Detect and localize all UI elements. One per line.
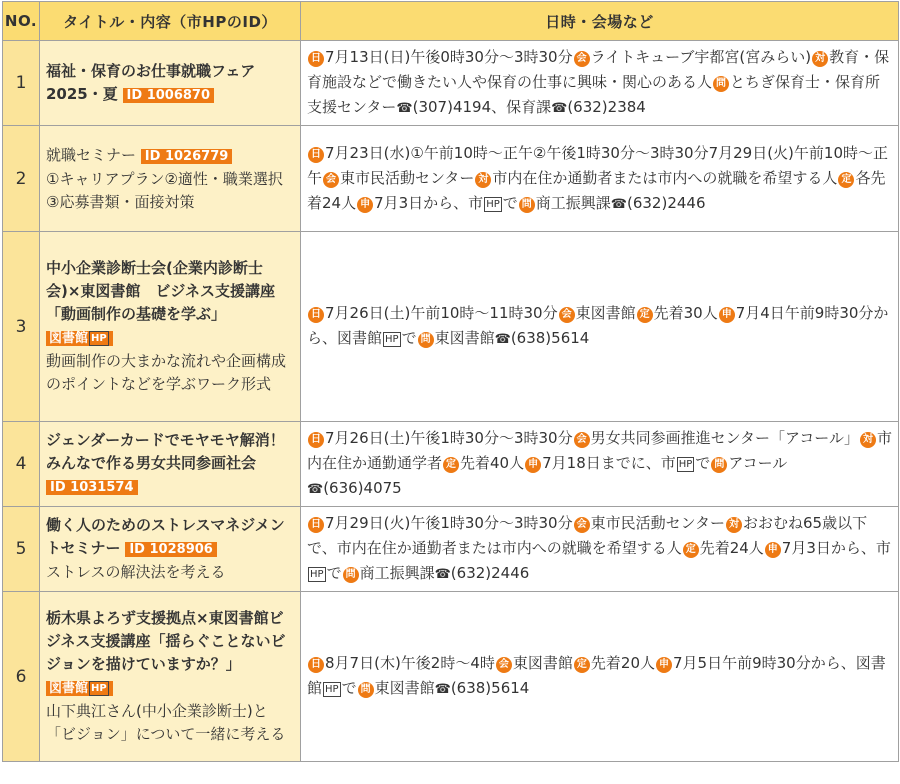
row-title-cell: [40, 126, 301, 232]
event-inquiry: アコール: [728, 454, 788, 472]
phone-icon: ☎: [551, 101, 568, 116]
row-detail-cell: 日 8月7日(木)午後2時～4時 会 東図書館 定 先着20人 申 7月5日午前9時30分から、図書館 HP で 問 東図書館☎(638)5614: [301, 592, 899, 762]
event-title: 就職セミナー: [46, 145, 137, 164]
event-capacity: 先着24人: [699, 539, 764, 557]
event-venue: 東市民活動センター: [340, 168, 475, 187]
event-venue: 東市民活動センター: [590, 514, 726, 532]
id-badge: ID 1006870: [123, 88, 215, 103]
date-icon: 日: [308, 147, 324, 163]
event-date: 7月29日(火)午後1時30分～3時30分: [325, 514, 573, 532]
hp-icon: HP: [91, 333, 107, 344]
header-detail: 日時・会場など: [301, 2, 899, 41]
date-icon: 日: [308, 432, 324, 448]
library-badge: 図書館 HP: [46, 331, 113, 346]
hp-icon: HP: [678, 459, 693, 470]
event-description: ①キャリアプラン②適性・職業選択③応募書類・面接対策: [46, 169, 283, 211]
event-title: ジェンダーカードでモヤモヤ解消！みんなで作る男女共同参画社会: [46, 431, 285, 472]
hp-icon: HP: [310, 569, 324, 580]
inquiry-icon: 問: [358, 682, 374, 698]
event-venue: 東図書館: [575, 304, 636, 322]
event-capacity: 各先着24人: [307, 168, 886, 212]
event-tel: (307)4194、保育課: [412, 98, 552, 116]
event-inquiry: 商工振興課: [535, 193, 611, 212]
venue-icon: 会: [496, 657, 512, 673]
event-target: 市内在住か通勤通学者: [307, 429, 892, 472]
date-icon: 日: [308, 657, 324, 673]
inquiry-icon: 問: [519, 197, 535, 213]
row-title-cell: [40, 232, 301, 422]
event-date: 8月7日(木)午後2時～4時: [325, 654, 495, 672]
event-target: おおむね65歳以下で、市内在住か通勤者または市内への就職を希望する人: [307, 514, 868, 557]
row-title-cell: [40, 507, 301, 592]
row-detail-cell: 日 7月26日(土)午前10時～11時30分 会 東図書館 定 先着30人 申 7月4日午前9時30分から、図書館 HP で 問 東図書館☎(638)5614: [301, 232, 899, 422]
event-tel: (636)4075: [323, 479, 402, 497]
row-number: 4: [3, 422, 40, 507]
table-row: [3, 41, 899, 126]
row-number: 1: [3, 41, 40, 126]
event-apply: 7月18日までに、市: [542, 454, 676, 472]
id-badge: ID 1031574: [46, 480, 138, 495]
event-inquiry: 商工振興課: [359, 564, 435, 582]
event-date: 7月13日(日)午後0時30分～3時30分: [325, 48, 573, 66]
inquiry-icon: 問: [713, 76, 729, 92]
phone-icon: ☎: [396, 101, 413, 116]
inquiry-icon: 問: [343, 567, 359, 583]
capacity-icon: 定: [838, 172, 854, 188]
capacity-icon: 定: [637, 307, 653, 323]
event-description: ストレスの解決法を考える: [46, 563, 226, 581]
apply-icon: 申: [525, 457, 541, 473]
hp-icon: HP: [91, 683, 107, 694]
capacity-icon: 定: [574, 657, 590, 673]
event-tel: (638)5614: [510, 329, 590, 347]
events-table: [2, 1, 899, 762]
capacity-icon: 定: [443, 457, 459, 473]
venue-icon: 会: [574, 51, 590, 67]
row-number: 6: [3, 592, 40, 762]
hp-icon: HP: [385, 334, 399, 345]
apply-icon: 申: [719, 307, 735, 323]
table-row: [3, 592, 899, 762]
phone-icon: ☎: [434, 682, 451, 697]
event-date: 7月23日(水)①午前10時～正午②午後1時30分～3時30分7月29日(火)午前10時～正午: [307, 143, 889, 187]
venue-icon: 会: [559, 307, 575, 323]
venue-icon: 会: [574, 432, 590, 448]
table-row: [3, 126, 899, 232]
header-row: [3, 2, 899, 41]
event-title: 福祉・保育のお仕事就職フェア2025・夏: [46, 61, 256, 103]
target-icon: 対: [475, 172, 491, 188]
event-tel: (632)2446: [450, 564, 530, 582]
library-badge: 図書館 HP: [46, 681, 113, 696]
event-title: 栃木県よろず支援拠点×東図書館ビジネス支援講座「揺らぐことないビジョンを描けていますか？」: [46, 609, 286, 673]
event-tel: (638)5614: [450, 679, 530, 697]
event-apply: 7月4日午前9時30分から、図書館: [307, 304, 889, 347]
event-description: 動画制作の大まかな流れや企画構成のポイントなどを学ぶワーク形式: [46, 352, 287, 393]
header-no: NO.: [3, 2, 40, 41]
id-badge: ID 1028906: [125, 542, 217, 557]
row-title-cell: [40, 592, 301, 762]
phone-icon: ☎: [307, 482, 324, 497]
phone-icon: ☎: [494, 332, 511, 347]
row-detail-cell: [301, 41, 899, 126]
apply-icon: 申: [765, 542, 781, 558]
inquiry-icon: 問: [711, 457, 727, 473]
row-detail-cell: 日 7月23日(水)①午前10時～正午②午後1時30分～3時30分7月29日(火)午前10時～正午 会 東市民活動センター 対 市内在住か通勤者または市内への就職を希望する人 定 各先着24人 申 7月3日から、市 HP で 問 商工振興課☎(632)2446: [301, 126, 899, 232]
event-description: 山下典江さん(中小企業診断士)と「ビジョン」について一緒に考える: [46, 702, 286, 743]
id-icon: ID: [50, 480, 66, 495]
apply-icon: 申: [656, 657, 672, 673]
event-date: 7月26日(土)午前10時～11時30分: [325, 304, 558, 322]
row-title-cell: [40, 422, 301, 507]
event-tel: (632)2446: [626, 193, 706, 212]
row-number: 3: [3, 232, 40, 422]
event-venue: 東図書館: [512, 654, 573, 672]
event-title: 中小企業診断士会(企業内診断士会)×東図書館 ビジネス支援講座「動画制作の基礎を学ぶ」: [46, 259, 275, 323]
header-title: タイトル・内容（市HPのID）: [40, 2, 301, 41]
id-icon: ID: [144, 148, 161, 164]
event-target: 教育・保育施設などで働きたい人や保育の仕事に興味・関心のある人: [307, 48, 890, 91]
apply-icon: 申: [357, 197, 373, 213]
row-title-cell: [40, 41, 301, 126]
event-inquiry: 東図書館: [374, 679, 435, 697]
target-icon: 対: [812, 51, 828, 67]
id-icon: ID: [126, 87, 143, 103]
venue-icon: 会: [574, 517, 590, 533]
event-tel: (632)2384: [567, 98, 646, 116]
phone-icon: ☎: [610, 196, 627, 212]
event-venue: ライトキューブ宇都宮(宮みらい): [590, 48, 812, 66]
inquiry-icon: 問: [418, 332, 434, 348]
table-row: [3, 422, 899, 507]
event-apply: 7月3日から、市: [781, 539, 891, 557]
event-capacity: 先着20人: [590, 654, 655, 672]
event-inquiry: とちぎ保育士・保育所支援センター: [307, 73, 881, 116]
target-icon: 対: [860, 432, 876, 448]
id-icon: ID: [129, 542, 145, 557]
venue-icon: 会: [323, 172, 339, 188]
table-row: [3, 507, 899, 592]
table-row: [3, 232, 899, 422]
event-capacity: 先着30人: [653, 304, 718, 322]
date-icon: 日: [308, 517, 324, 533]
date-icon: 日: [308, 51, 324, 67]
row-detail-cell: 日 7月29日(火)午後1時30分～3時30分 会 東市民活動センター 対 おおむね65歳以下で、市内在住か通勤者または市内への就職を希望する人 定 先着24人 申 7月3日から、市HP で 問 商工振興課☎(632)2446: [301, 507, 899, 592]
phone-icon: ☎: [434, 567, 451, 582]
capacity-icon: 定: [683, 542, 699, 558]
hp-icon: HP: [325, 684, 339, 695]
row-detail-cell: 日 7月26日(土)午後1時30分～3時30分 会 男女共同参画推進センター「アコール」 対 市内在住か通勤通学者 定 先着40人 申 7月18日までに、市 HP で 問 アコール ☎(636)4075: [301, 422, 899, 507]
event-apply: 7月5日午前9時30分から、図書館: [307, 654, 886, 697]
event-capacity: 先着40人: [460, 454, 525, 472]
hp-icon: HP: [486, 198, 500, 210]
event-venue: 男女共同参画推進センター「アコール」: [590, 429, 859, 447]
target-icon: 対: [726, 517, 742, 533]
row-number: 2: [3, 126, 40, 232]
event-title: 働く人のためのストレスマネジメントセミナー: [46, 516, 285, 557]
event-inquiry: 東図書館: [434, 329, 495, 347]
id-badge: ID 1026779: [141, 149, 233, 164]
event-date: 7月26日(土)午後1時30分～3時30分: [325, 429, 573, 447]
row-number: 5: [3, 507, 40, 592]
event-apply: 7月3日から、市: [374, 193, 484, 212]
date-icon: 日: [308, 307, 324, 323]
event-target: 市内在住か通勤者または市内への就職を希望する人: [492, 168, 838, 187]
